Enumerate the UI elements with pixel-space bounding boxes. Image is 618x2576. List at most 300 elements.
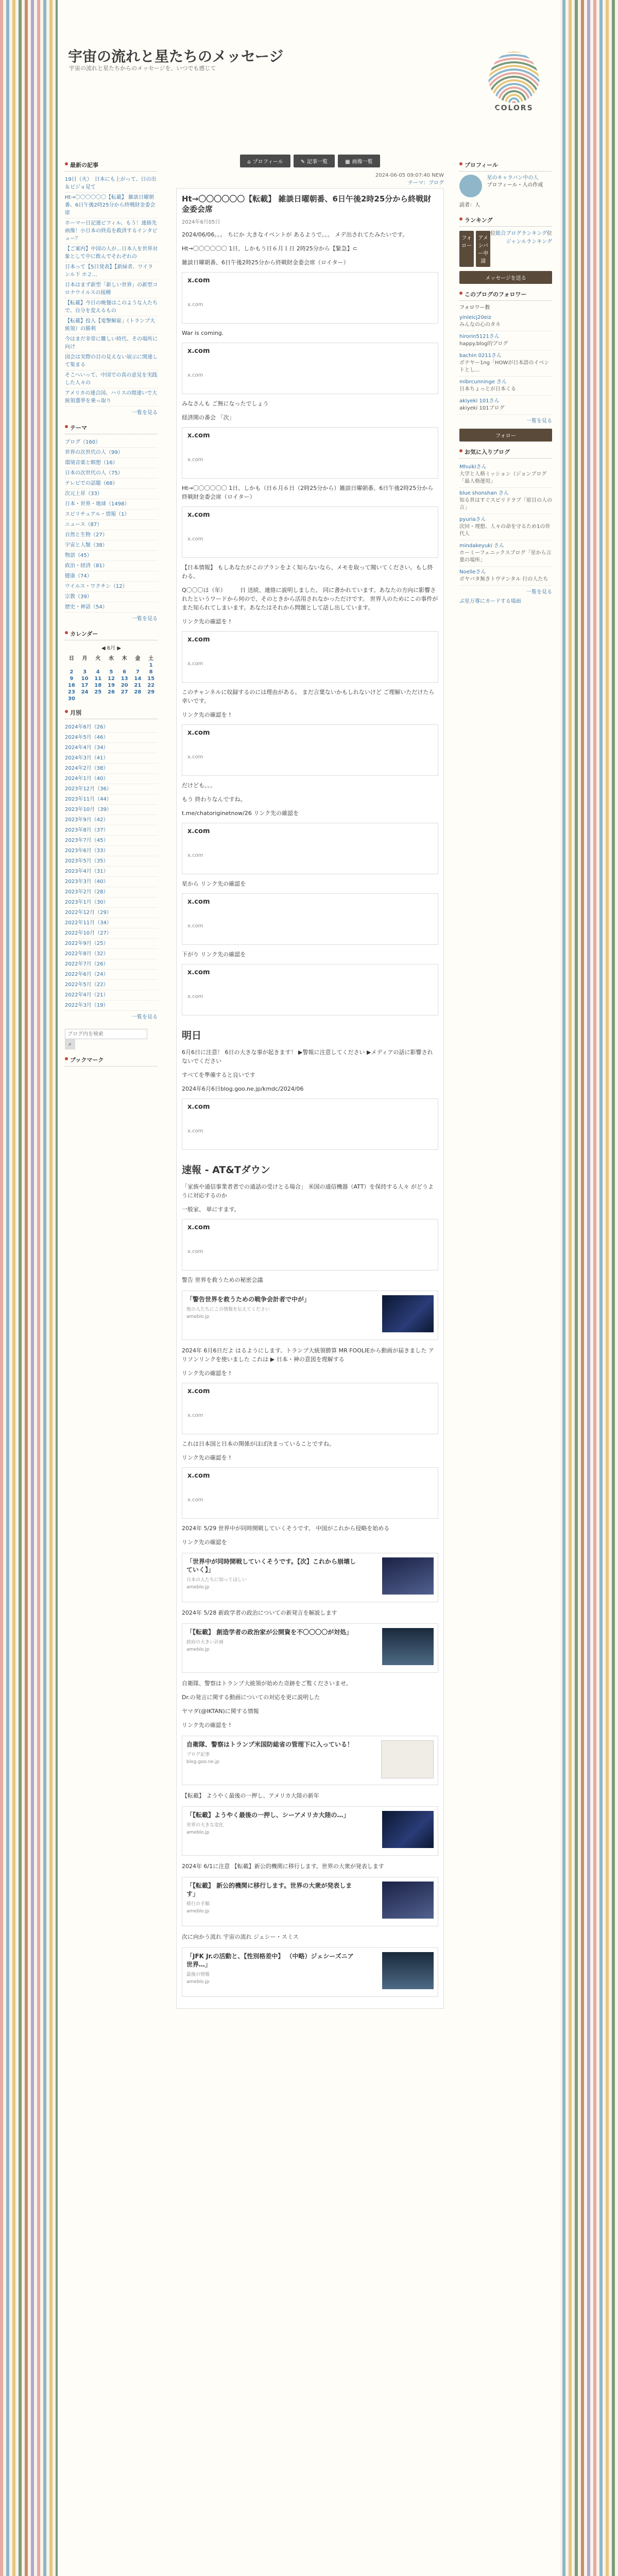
latest-widget-title: 最新の記事 <box>65 159 158 172</box>
archive-link[interactable]: 2023年12月（36） <box>65 784 158 794</box>
theme-link[interactable]: 健康（74） <box>65 571 158 582</box>
entry-paragraph: このチャンネルに収録するのには理由がある。 まだ言葉ないかもしれないけど ご理解いただけたら幸いです。 <box>182 689 435 704</box>
x-embed-card[interactable] <box>182 1383 438 1434</box>
archives-more-link[interactable]: 一覧を見る <box>132 1014 158 1020</box>
entry-paragraph: Dr.の発言に関する動画についての対応を更に説明した <box>182 1694 320 1701</box>
x-embed-card[interactable] <box>182 893 438 945</box>
archive-link[interactable]: 2022年7月（26） <box>65 959 158 970</box>
latest-entry-link[interactable]: Ht→〇〇〇〇〇〇【転載】 雑談日曜朝番、6日午後2時25分から終戦財金委会席 <box>65 193 158 218</box>
embed-domain: x.com <box>187 302 203 308</box>
follower-count: 読者：人 <box>459 202 480 208</box>
theme-link[interactable]: 自然と生物（27） <box>65 530 158 540</box>
calendar-day[interactable]: 11 <box>94 676 102 682</box>
latest-entry-link[interactable]: ホーマー日記連ビフィル、もう！連絡先画像！小日本の終焉を救済するインタビュー？ <box>65 218 158 244</box>
entry-datetime: 2024-06-05 09:07:40 NEW <box>375 173 444 178</box>
entry-body <box>176 188 444 2009</box>
calendar-widget-title: カレンダー <box>65 628 158 640</box>
calendar-day[interactable]: 28 <box>134 689 142 695</box>
calendar-day[interactable]: 7 <box>135 669 140 675</box>
calendar-day[interactable]: 23 <box>67 689 75 695</box>
link-card-title: 「警告世界を救うための戦争会計者で中が」 <box>186 1296 311 1303</box>
theme-link[interactable]: 政治・経済（81） <box>65 561 158 571</box>
theme-link[interactable]: ブログ（160） <box>65 437 158 448</box>
archive-link[interactable]: 2024年6月（26） <box>65 722 158 733</box>
followers-widget-title: このブログのフォロワー <box>459 288 552 301</box>
followers-more-link[interactable]: 一覧を見る <box>526 418 552 424</box>
search-box <box>65 1029 158 1049</box>
profile-action-row <box>459 230 490 268</box>
reco-list <box>459 462 552 586</box>
link-card-thumbnail <box>381 1740 434 1778</box>
archive-link[interactable]: 2024年3月（41） <box>65 753 158 764</box>
tab-pen[interactable] <box>294 155 335 167</box>
theme-link[interactable]: 世界の次世代の人（99） <box>65 448 158 458</box>
followers-list <box>459 312 552 415</box>
calendar-weekday: 火 <box>95 656 101 662</box>
archive-link[interactable]: 2023年11月（44） <box>65 794 158 805</box>
entry-paragraph: 6月6日に注意！ 6日の大きな事が起きます！ ▶警報に注意してください ▶メディアの話に影響されないでください <box>182 1049 433 1064</box>
reco-item[interactable] <box>459 488 552 514</box>
ranking-label: 総合ブログランキング <box>495 231 547 236</box>
site-title[interactable]: 宇宙の流れと星たちのメッセージ <box>68 48 284 65</box>
follower-item-name: hirorin5121さん <box>459 334 500 340</box>
x-embed-card[interactable] <box>182 506 438 558</box>
entry-paragraph: War is coming. <box>182 330 224 336</box>
embed-site: x.com <box>187 969 210 976</box>
archive-link[interactable]: 2023年1月（30） <box>65 897 158 908</box>
follower-item-name: yinleicj20eiz <box>459 315 491 320</box>
link-card-desc: 世界の大きな変化 <box>186 1823 224 1828</box>
ranking-title: ランキング <box>459 214 552 227</box>
entry-paragraph: 雑談日曜朝番、6日午後2時25分から終戦財金委会席（ロイター） <box>182 259 349 266</box>
entry-paragraph: 2024年 6/1に注意 【転載】新公的機関に移行します。世界の大衆が発表します <box>182 1863 384 1870</box>
archive-link[interactable]: 2023年8月（37） <box>65 825 158 836</box>
embed-site: x.com <box>187 1103 210 1111</box>
amember-button[interactable]: アメンバー申請 <box>476 231 490 267</box>
bookmark-widget-title: ブックマーク <box>65 1054 158 1066</box>
follower-item-desc: 日本ちょっとが日本くる <box>459 386 516 392</box>
calendar-day[interactable]: 12 <box>108 676 115 682</box>
calendar-day[interactable]: 15 <box>147 676 155 682</box>
x-embed-card[interactable] <box>182 823 438 874</box>
avatar[interactable] <box>459 175 482 197</box>
theme-list <box>65 437 158 613</box>
theme-widget-title: テーマ <box>65 421 158 434</box>
link-card-desc: 日本の人たちに知ってほしい <box>186 1578 247 1583</box>
entry-paragraph: すべてを準備すると良いです <box>182 1072 255 1078</box>
archive-link[interactable]: 2022年8月（32） <box>65 949 158 959</box>
archive-link[interactable]: 2022年11月（34） <box>65 918 158 928</box>
embed-site: x.com <box>187 1472 210 1480</box>
calendar-day[interactable]: 24 <box>81 689 89 695</box>
follower-item-desc: akiyeki 101ブログ <box>459 405 505 411</box>
latest-entry-link[interactable]: 【転載】今日の晩餐はこのような人たちで、自分を変えるもの <box>65 298 158 316</box>
entry-paragraph: 経済関の番会 「次」 <box>182 414 235 421</box>
x-embed-card[interactable] <box>182 427 438 479</box>
calendar-day <box>91 696 105 702</box>
latest-more-link[interactable]: 一覧を見る <box>132 410 158 416</box>
embed-domain: x.com <box>187 372 203 378</box>
x-embed-card[interactable] <box>182 964 438 1015</box>
entry-paragraph: リンク先の確認を ! <box>182 711 231 718</box>
entry-paragraph: だけども。。。 <box>182 782 216 789</box>
link-card-thumbnail <box>382 1882 434 1919</box>
archive-link[interactable]: 2024年1月（40） <box>65 774 158 784</box>
follower-item-name: mlbrcunninge さん <box>459 379 507 385</box>
latest-entry-link[interactable]: 日本って【5日発表】【新緑者、ワイランル下 ホ２… <box>65 262 158 280</box>
follower-item[interactable] <box>459 377 552 396</box>
followers-subtitle: フォロワー数 <box>459 305 490 311</box>
theme-link[interactable]: 宇宙と人類（38） <box>65 540 158 551</box>
embed-site: x.com <box>187 347 210 355</box>
theme-link[interactable]: ウイルス・ワクチン（12） <box>65 582 158 592</box>
att-note: 「家族や通信事業者者での通話の受けとる場合」 米国の通信機器（ATT）を保持する人々 がどうように対応するのか <box>182 1183 434 1199</box>
reco-item-name: Mhuikiさん <box>459 464 487 470</box>
archive-link[interactable]: 2022年9月（25） <box>65 939 158 949</box>
reco-more-link[interactable]: 一覧を見る <box>526 589 552 595</box>
calendar-month-label: 6月 <box>107 646 116 651</box>
calendar-day[interactable]: 2 <box>70 669 74 675</box>
entry-paragraph: リンク先の確認を ! <box>182 1370 231 1377</box>
calendar-weekday: 月 <box>82 656 88 662</box>
x-embed-card[interactable] <box>182 631 438 683</box>
embed-site: x.com <box>187 898 210 906</box>
calendar-day <box>105 662 118 669</box>
embed-domain: x.com <box>187 923 203 929</box>
calendar-month <box>65 643 158 651</box>
site-logo[interactable] <box>488 52 540 118</box>
page-sheet <box>58 0 560 2576</box>
entry-paragraph: Ht→〇〇〇〇〇〇 1日、しかもう日６月１日 2時25分から【緊急】⊂ <box>182 245 358 252</box>
tab-grid[interactable] <box>338 155 380 167</box>
calendar-day[interactable]: 17 <box>81 683 89 688</box>
search-icon[interactable]: ⌕ <box>65 1039 75 1049</box>
archive-link[interactable]: 2023年6月（33） <box>65 846 158 856</box>
latest-entry-link[interactable]: そこへいって、中国での真の意見を実践した人々の <box>65 370 158 388</box>
calendar-day[interactable]: 25 <box>94 689 102 695</box>
x-embed-card[interactable] <box>182 724 438 776</box>
link-card[interactable] <box>182 1291 438 1340</box>
reco-item-name: pyuriaさん <box>459 517 486 522</box>
theme-link[interactable]: ニュース（87） <box>65 520 158 530</box>
reco-card-link[interactable]: ぶ星万導にカードする場面 <box>459 599 521 604</box>
theme-link[interactable]: 物語（45） <box>65 551 158 561</box>
calendar-day[interactable]: 14 <box>134 676 142 682</box>
link-card[interactable] <box>182 1806 438 1856</box>
calendar-day[interactable]: 26 <box>108 689 115 695</box>
x-embed-card[interactable] <box>182 272 438 324</box>
follower-item[interactable] <box>459 331 552 350</box>
link-card-domain: ameblo.jp <box>186 1585 210 1590</box>
link-card[interactable] <box>182 1553 438 1602</box>
embed-site: x.com <box>187 277 210 284</box>
entry-paragraph: 次に向かう流れ 宇宙の流れ ジェシー・スミス <box>182 1934 299 1940</box>
ranking-label: ジャンルランキング <box>506 239 552 245</box>
archive-link[interactable]: 2022年4月（21） <box>65 990 158 1001</box>
follower-item[interactable] <box>459 396 552 415</box>
follow-button[interactable]: フォロー <box>459 231 474 267</box>
reco-item-name: Noelleさん <box>459 569 486 575</box>
embed-site: x.com <box>187 827 210 835</box>
archive-link[interactable]: 2022年10月（27） <box>65 928 158 939</box>
entry-paragraph: 下がり リンク先の確認を <box>182 951 246 958</box>
link-card-thumbnail <box>382 1628 434 1665</box>
entry-paragraph: Ht→〇〇〇〇〇〇 1日、しかも（日６月６日（2時25分から）雑談日曜朝番、6日午後2時25分から終戦財金委会席（ロイター） <box>182 485 434 500</box>
embed-site: x.com <box>187 636 210 643</box>
embed-domain: x.com <box>187 1128 203 1134</box>
archive-link[interactable]: 2022年12月（29） <box>65 908 158 918</box>
left-sidebar <box>65 155 158 1070</box>
calendar-day[interactable]: 5 <box>109 669 113 675</box>
site-header <box>58 0 560 129</box>
embed-site: x.com <box>187 432 210 439</box>
archive-link[interactable]: 2023年2月（28） <box>65 887 158 897</box>
message-button[interactable]: メッセージを送る <box>459 271 552 284</box>
calendar-day[interactable]: 27 <box>121 689 128 695</box>
calendar-day <box>105 696 118 702</box>
calendar-weekday: 金 <box>135 656 141 662</box>
follower-item-desc: みんなの心のタネ <box>459 322 501 328</box>
home-icon: ⌂ <box>247 159 251 165</box>
link-card-title: 「【転載】ようやく最後の一押し、シーアメリカ大陸の…」 <box>186 1811 350 1819</box>
entry-paragraph: 2024/06/06。。。 ちにか 大きなイベントが あるようで。。。 メデ出されてたみたいです。 <box>182 231 408 238</box>
calendar-day <box>131 696 145 702</box>
latest-entry-link[interactable]: 今はまだ非常に難しい時代、その場所に向け <box>65 334 158 352</box>
section-heading-tomorrow: 明日 <box>182 1030 202 1041</box>
embed-site: x.com <box>187 511 210 519</box>
latest-entries-list <box>65 175 158 406</box>
site-subtitle: 宇宙の流れと星たちからのメッセージを、いつでも感じて <box>69 65 216 72</box>
link-card-title: 自衛隊、警察はトランプ米国防総省の管理下に入っている！ <box>186 1741 354 1748</box>
tab-label: 記事一覧 <box>307 159 328 165</box>
calendar-table <box>65 653 158 702</box>
reco-item[interactable] <box>459 514 552 540</box>
entry-paragraph: 2024年 5/28 新政学者の政治についての新発言を解説します <box>182 1609 337 1616</box>
calendar-day[interactable]: 4 <box>96 669 100 675</box>
calendar-weekday: 木 <box>122 656 127 662</box>
entry-paragraph: もう 終わりなんですね。 <box>182 796 246 803</box>
x-embed-card[interactable] <box>182 1219 438 1270</box>
tab-home[interactable] <box>240 155 290 167</box>
calendar-day[interactable]: 6 <box>123 669 127 675</box>
entry-paragraph: 【日本情報】 もしあなたがこのブランをよく知らないなら、メモを取って聞いてください。もし終わる。 <box>182 564 433 580</box>
link-card-title: 「JFK Jr.の活動と、【性別格差中】 （中略）ジェシーズニア世界…」 <box>186 1953 354 1968</box>
calendar-day[interactable]: 9 <box>70 676 74 682</box>
entry-paragraph: リンク先の確認を ! <box>182 1722 231 1728</box>
link-card-domain: ameblo.jp <box>186 1830 210 1835</box>
entry-meta <box>176 173 444 186</box>
calendar-day[interactable]: 22 <box>147 683 155 688</box>
grid-icon: ▦ <box>345 159 350 165</box>
follow-button-2[interactable]: フォロー <box>459 429 552 442</box>
link-card-thumbnail <box>382 1557 434 1595</box>
entry-theme-link[interactable]: テーマ：ブログ <box>408 180 444 186</box>
calendar-day[interactable]: 18 <box>94 683 102 688</box>
link-card-thumbnail <box>382 1952 434 1989</box>
embed-site: x.com <box>187 729 210 737</box>
theme-link[interactable]: 宗教（39） <box>65 592 158 602</box>
link-card[interactable] <box>182 1947 438 1997</box>
latest-entry-link[interactable]: 【ご案内】中国の人が…日本人を世界対象として中に飲んでそれぞれの <box>65 244 158 262</box>
reco-item-desc: ホーミーフェニックスブログ「星から言葉の場所」 <box>459 550 552 563</box>
calendar-day <box>118 662 131 669</box>
pen-icon: ✎ <box>300 159 305 165</box>
link-card-desc: 他の人たちにこの情報を伝えてください <box>186 1307 270 1312</box>
main-content <box>176 155 444 2009</box>
ranking-value: 位 <box>490 231 496 236</box>
archive-link[interactable]: 2023年4月（31） <box>65 867 158 877</box>
embed-domain: x.com <box>187 1413 203 1418</box>
archive-link[interactable]: 2024年4月（34） <box>65 743 158 753</box>
entry-paragraph: Q〇〇〇は（年） 日 送続、連絡に説明しました。 同に書かれています。あなたの方向に影響されたというワードから何ので、そのときから活用されなかっただけです。 世界人のためにこの事件がまた知られてしまいます。あなたはそれから問題として話し出しています。 <box>182 587 438 611</box>
embed-domain: x.com <box>187 457 203 463</box>
archive-link[interactable]: 2022年5月（22） <box>65 980 158 990</box>
embed-site: x.com <box>187 1224 210 1231</box>
profile-name[interactable]: 星のキャラバン中の人 <box>487 175 539 181</box>
tab-label: プロフィール <box>252 159 283 165</box>
entry-paragraph: リンク先の確認を ! <box>182 618 231 625</box>
archive-link[interactable]: 2023年3月（40） <box>65 877 158 887</box>
latest-entry-link[interactable]: 日本はまず新型「新しい世界」の新型コロナウイルスの接種 <box>65 280 158 298</box>
profile-links[interactable]: プロフィール・人の作成 <box>487 182 543 188</box>
archive-list <box>65 722 158 1011</box>
embed-domain: x.com <box>187 536 203 542</box>
entry-paragraph: t.me/chatoriginetnow/26 リンク先の確認を <box>182 810 299 817</box>
embed-domain: x.com <box>187 1249 203 1255</box>
link-card-title: 「世界中が同時開戦していくそうです。【次】これから崩壊していく】」 <box>186 1558 356 1573</box>
entry-paragraph: 星から リンク先の確認を <box>182 880 246 887</box>
calendar-day[interactable]: 20 <box>121 683 128 688</box>
follower-item-desc: ボテヤー1ng「HOWが日本語のイベントとし... <box>459 360 550 373</box>
archive-link[interactable]: 2022年6月（24） <box>65 970 158 980</box>
latest-entry-link[interactable]: アメリカの連合国、ハリスの間違いで大統領選挙を乗っ取り <box>65 388 158 406</box>
archive-link[interactable]: 2023年10月（39） <box>65 805 158 815</box>
reco-item[interactable] <box>459 462 552 488</box>
x-embed-card[interactable] <box>182 1467 438 1519</box>
link-card-title: 「【転載】 新公的機関に移行します。世界の大衆が発表します」 <box>186 1882 352 1897</box>
calendar-weekday: 土 <box>148 656 154 662</box>
link-card[interactable] <box>182 1623 438 1673</box>
link-card[interactable] <box>182 1736 438 1785</box>
link-card-thumbnail <box>382 1295 434 1332</box>
embed-domain: x.com <box>187 994 203 999</box>
link-card-domain: blog.goo.ne.jp <box>186 1759 220 1765</box>
theme-link[interactable]: 環境音楽と瞑想（16） <box>65 458 158 468</box>
entry-paragraph: 自衛隊、警察はトランプ大統領が始めた奇跡をご覧くださいませ。 <box>182 1680 352 1687</box>
embed-domain: x.com <box>187 853 203 858</box>
calendar-day <box>65 662 78 669</box>
entry-paragraph: 2024年6月6日blog.goo.ne.jp/kmdc/2024/06 <box>182 1086 304 1092</box>
reco-item[interactable] <box>459 567 552 586</box>
follower-item[interactable] <box>459 350 552 377</box>
calendar-day <box>144 696 158 702</box>
link-card-domain: ameblo.jp <box>186 1979 210 1985</box>
calendar-day <box>131 662 145 669</box>
archive-widget-title: 月別 <box>65 706 158 719</box>
latest-entry-link[interactable]: 国会は実際の目の見えない展示に関連して集まる <box>65 352 158 370</box>
entry-paragraph: これは日本国と日本の関係がほぼ決まっていることですね。 <box>182 1440 335 1447</box>
follower-item-name: bachin 0211さん <box>459 353 502 359</box>
reco-item-desc: 大学と人格ミッション（ジョンブログ「最人格運用」 <box>459 471 547 484</box>
reco-item[interactable] <box>459 540 552 567</box>
x-embed-card[interactable] <box>182 1098 438 1150</box>
link-card-thumbnail <box>382 1811 434 1848</box>
follower-item-desc: happy.blog的ブログ <box>459 341 508 347</box>
link-card-desc: 移行の手順 <box>186 1902 210 1907</box>
embed-domain: x.com <box>187 661 203 667</box>
link-card-desc: 最後の情報 <box>186 1972 210 1977</box>
link-card-desc: ブログ記事 <box>186 1752 210 1757</box>
calendar-day <box>91 662 105 669</box>
reco-item-desc: 知る世はすぐスピリドラブ「原目の人の言」 <box>459 498 552 511</box>
calendar-day <box>78 662 92 669</box>
entry-paragraph: 2024年 5/29 世界中が同時開戦していくそうです。 中国がこれから侵略を始める <box>182 1525 390 1532</box>
theme-link[interactable]: 次元上昇（33） <box>65 489 158 499</box>
theme-link[interactable]: 日本・世界・地球（1498） <box>65 499 158 510</box>
right-sidebar <box>459 155 552 604</box>
link-card-domain: ameblo.jp <box>186 1314 210 1319</box>
link-card-desc: 政府の大きい計画 <box>186 1640 224 1645</box>
reco-item-desc: 次回・理想、人々の命を守るため1の世代人 <box>459 524 551 537</box>
calendar-prev-icon[interactable]: ◀ <box>101 646 106 651</box>
entry-paragraph: リンク先の確認を ! <box>182 1454 231 1461</box>
theme-link[interactable]: テレビでの話題（68） <box>65 479 158 489</box>
reco-item-name: blue shonshan さん <box>459 490 509 496</box>
calendar-day[interactable]: 29 <box>147 689 155 695</box>
archive-link[interactable]: 2023年7月（45） <box>65 836 158 846</box>
entry-paragraph: 2024年 6月6日だよ はるようにします。トランプ大統領勝算 MR FOOLIEから動画が届きました アリソンリンクを使いました これは ▶ 日本・神の意図を理解する <box>182 1347 434 1363</box>
archive-link[interactable]: 2022年3月（19） <box>65 1001 158 1011</box>
embed-domain: x.com <box>187 1497 203 1503</box>
calendar-day[interactable]: 16 <box>67 683 75 688</box>
calendar-day <box>118 696 131 702</box>
calendar-day[interactable]: 13 <box>121 676 128 682</box>
x-embed-card[interactable] <box>182 343 438 394</box>
theme-link[interactable]: 歴史・神話（54） <box>65 602 158 613</box>
calendar-weekday: 日 <box>68 656 74 662</box>
calendar-day[interactable]: 1 <box>149 663 153 668</box>
entry-title[interactable]: Ht→〇〇〇〇〇〇【転載】 雑談日曜朝番、6日午後2時25分から終戦財金委会席 <box>182 194 432 214</box>
archive-link[interactable]: 2024年5月（46） <box>65 733 158 743</box>
embed-site: x.com <box>187 1387 210 1395</box>
profile-widget-title: プロフィール <box>459 159 552 172</box>
link-card[interactable] <box>182 1877 438 1926</box>
blog-search-input[interactable] <box>65 1029 147 1039</box>
calendar-day[interactable]: 10 <box>81 676 89 682</box>
ranking-value: 位 <box>547 231 552 236</box>
archive-link[interactable]: 2023年9月（42） <box>65 815 158 825</box>
archive-link[interactable]: 2023年5月（35） <box>65 856 158 867</box>
theme-link[interactable]: 日本の次世代の人（75） <box>65 468 158 479</box>
calendar-day[interactable]: 30 <box>67 696 75 702</box>
theme-link[interactable]: スピリチュアル・情報（1） <box>65 510 158 520</box>
calendar-day[interactable]: 21 <box>134 683 142 688</box>
calendar-day <box>78 696 92 702</box>
themes-more-link[interactable]: 一覧を見る <box>132 616 158 622</box>
calendar-day[interactable]: 19 <box>108 683 115 688</box>
link-card-domain: ameblo.jp <box>186 1647 210 1652</box>
link-card-domain: ameblo.jp <box>186 1909 210 1914</box>
latest-entry-link[interactable]: 19日（火） 日本にも上がって、日の出＆ビジョ見て <box>65 175 158 193</box>
reco-item-name: mindakeyuki さん <box>459 543 504 549</box>
follower-item[interactable] <box>459 312 552 331</box>
archive-link[interactable]: 2024年2月（38） <box>65 764 158 774</box>
calendar-day[interactable]: 3 <box>83 669 87 675</box>
calendar-day[interactable]: 8 <box>149 669 153 675</box>
latest-entry-link[interactable]: 【転載】投入【電撃解雇」（トランプ大統領）の勝利 <box>65 316 158 334</box>
calendar-next-icon[interactable]: ▶ <box>117 646 122 651</box>
entry-date: 2024年6月05日 <box>182 219 220 225</box>
